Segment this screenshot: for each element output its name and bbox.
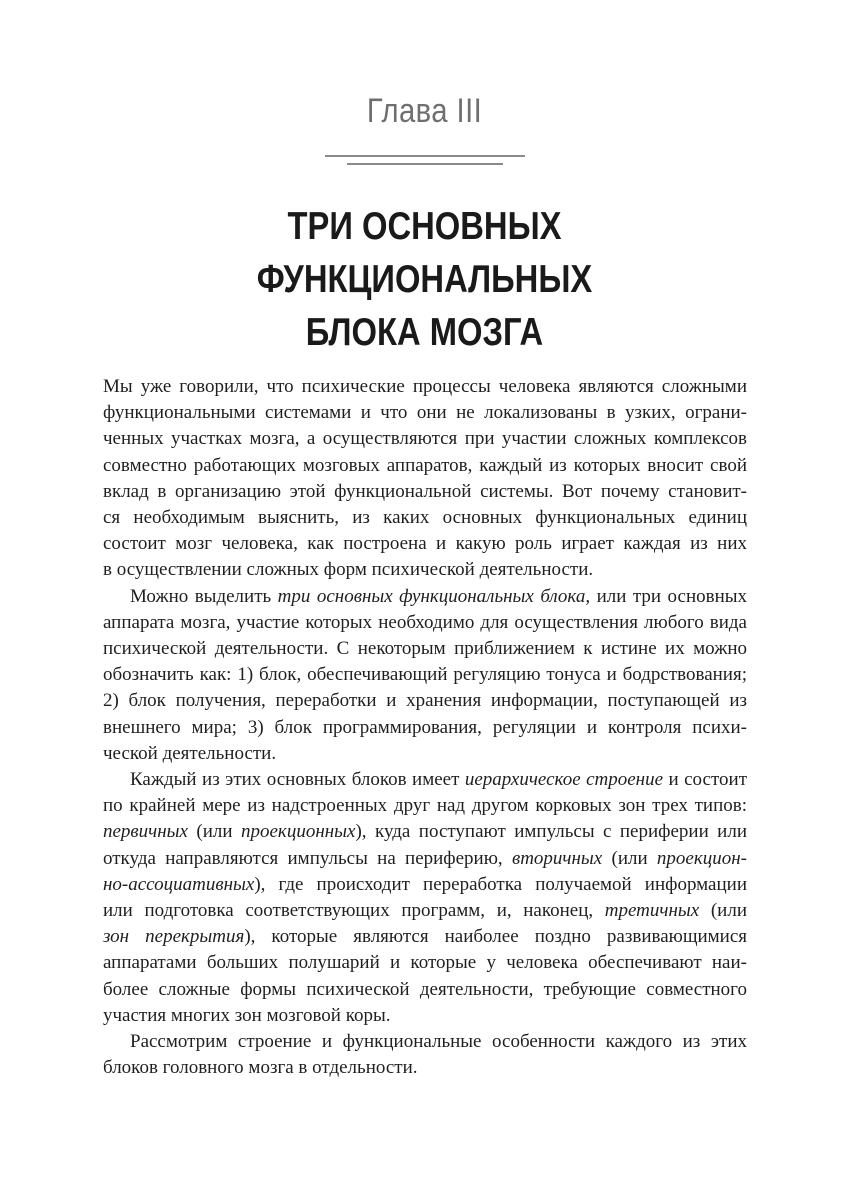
text-line: состоит мозг человека, как построена и какую роль играет каждая из них (103, 533, 747, 555)
text-run: Можно выделить (130, 585, 278, 607)
text-line: аппарата мозга, участие которых необходимо для осуществления любого вида (103, 611, 747, 633)
text-line (103, 819, 747, 845)
italic-term: но-ассоциативных (103, 873, 255, 895)
text-run: откуда направляются импульсы на периферию, (103, 847, 512, 869)
text-line (103, 767, 747, 793)
paragraph-4 (103, 1029, 747, 1081)
text-line: обозначить как: 1) блок, обеспечивающий регуляцию тонуса и бодрствования; (103, 664, 747, 686)
text-line: психической деятельности. С некоторым приближением к истине их можно (103, 638, 747, 660)
text-line: Рассмотрим строение и функциональные особенности каждого из этих (130, 1031, 747, 1053)
text-line (103, 584, 747, 610)
divider-bottom (347, 163, 503, 165)
text-run: ), где происходит переработка получаемой информации (254, 873, 747, 895)
text-line: Мы уже говорили, что психические процессы человека являются сложными (103, 376, 747, 397)
italic-term: иерархическое строение (464, 769, 664, 791)
text-line: совместно работающих мозговых аппаратов, каждый из которых вносит свой (103, 454, 747, 476)
text-run: Каждый из этих основных блоков имеет (130, 769, 465, 791)
text-run: (или (602, 847, 657, 869)
chapter-title (0, 200, 849, 359)
text-line: в осуществлении сложных форм психической деятельности. (103, 559, 594, 581)
text-line: по крайней мере из надстроенных друг над другом корковых зон трех типов: (103, 795, 747, 817)
text-run: или три основных (590, 585, 748, 607)
paragraph-2 (103, 584, 747, 767)
divider-top (325, 155, 525, 157)
text-run: и состоит (663, 769, 747, 791)
title-line: БЛОКА МОЗГА (305, 311, 544, 354)
text-run: (или (699, 900, 747, 922)
title-line: ФУНКЦИОНАЛЬНЫХ (256, 258, 593, 301)
text-run: ), которые являются наиболее поздно развивающимися (244, 926, 747, 948)
text-line (103, 872, 747, 898)
italic-term: вторичных (511, 847, 603, 869)
text-line: ческой деятельности. (103, 742, 277, 764)
italic-term: проекционных (241, 821, 356, 843)
text-line: вклад в организацию этой функциональной системы. Вот почему становит- (103, 480, 747, 502)
text-run: (или (187, 821, 241, 843)
italic-term: зон перекрытия (103, 926, 245, 948)
text-line: ченных участках мозга, а осуществляются при участии сложных комплексов (103, 428, 747, 450)
italic-term: первичных (103, 821, 188, 843)
title-line: ТРИ ОСНОВНЫХ (287, 205, 562, 248)
body-text (103, 374, 747, 1081)
text-line: участия многих зон мозговой коры. (103, 1004, 391, 1026)
italic-term: третичных (604, 900, 700, 922)
text-line: блоков головного мозга в отдельности. (103, 1057, 418, 1079)
italic-term: проекцион- (656, 847, 747, 869)
paragraph-3 (103, 767, 747, 1029)
text-line: внешнего мира; 3) блок программирования, регуляции и контроля психи- (103, 716, 747, 738)
text-line: аппаратами больших полушарий и которые у человека обеспечивают наи- (103, 952, 747, 974)
text-line: 2) блок получения, переработки и хранения информации, поступающей из (103, 690, 747, 712)
text-line: функциональными системами и что они не локализованы в узких, ограни- (103, 402, 747, 424)
text-run: ), куда поступают импульсы с периферии или (355, 821, 747, 843)
text-line: более сложные формы психической деятельности, требующие совместного (103, 978, 747, 1000)
text-line (103, 898, 747, 924)
chapter-label: Глава III (366, 92, 483, 130)
text-run: или подготовка соответствующих программ, и, наконец, (103, 900, 605, 922)
paragraph-1 (103, 374, 747, 584)
text-line (103, 924, 747, 950)
italic-term: три основных функциональных блока, (277, 585, 591, 607)
text-line: ся необходимым выяснить, из каких основных функциональных единиц (103, 507, 747, 529)
text-line (103, 846, 747, 872)
